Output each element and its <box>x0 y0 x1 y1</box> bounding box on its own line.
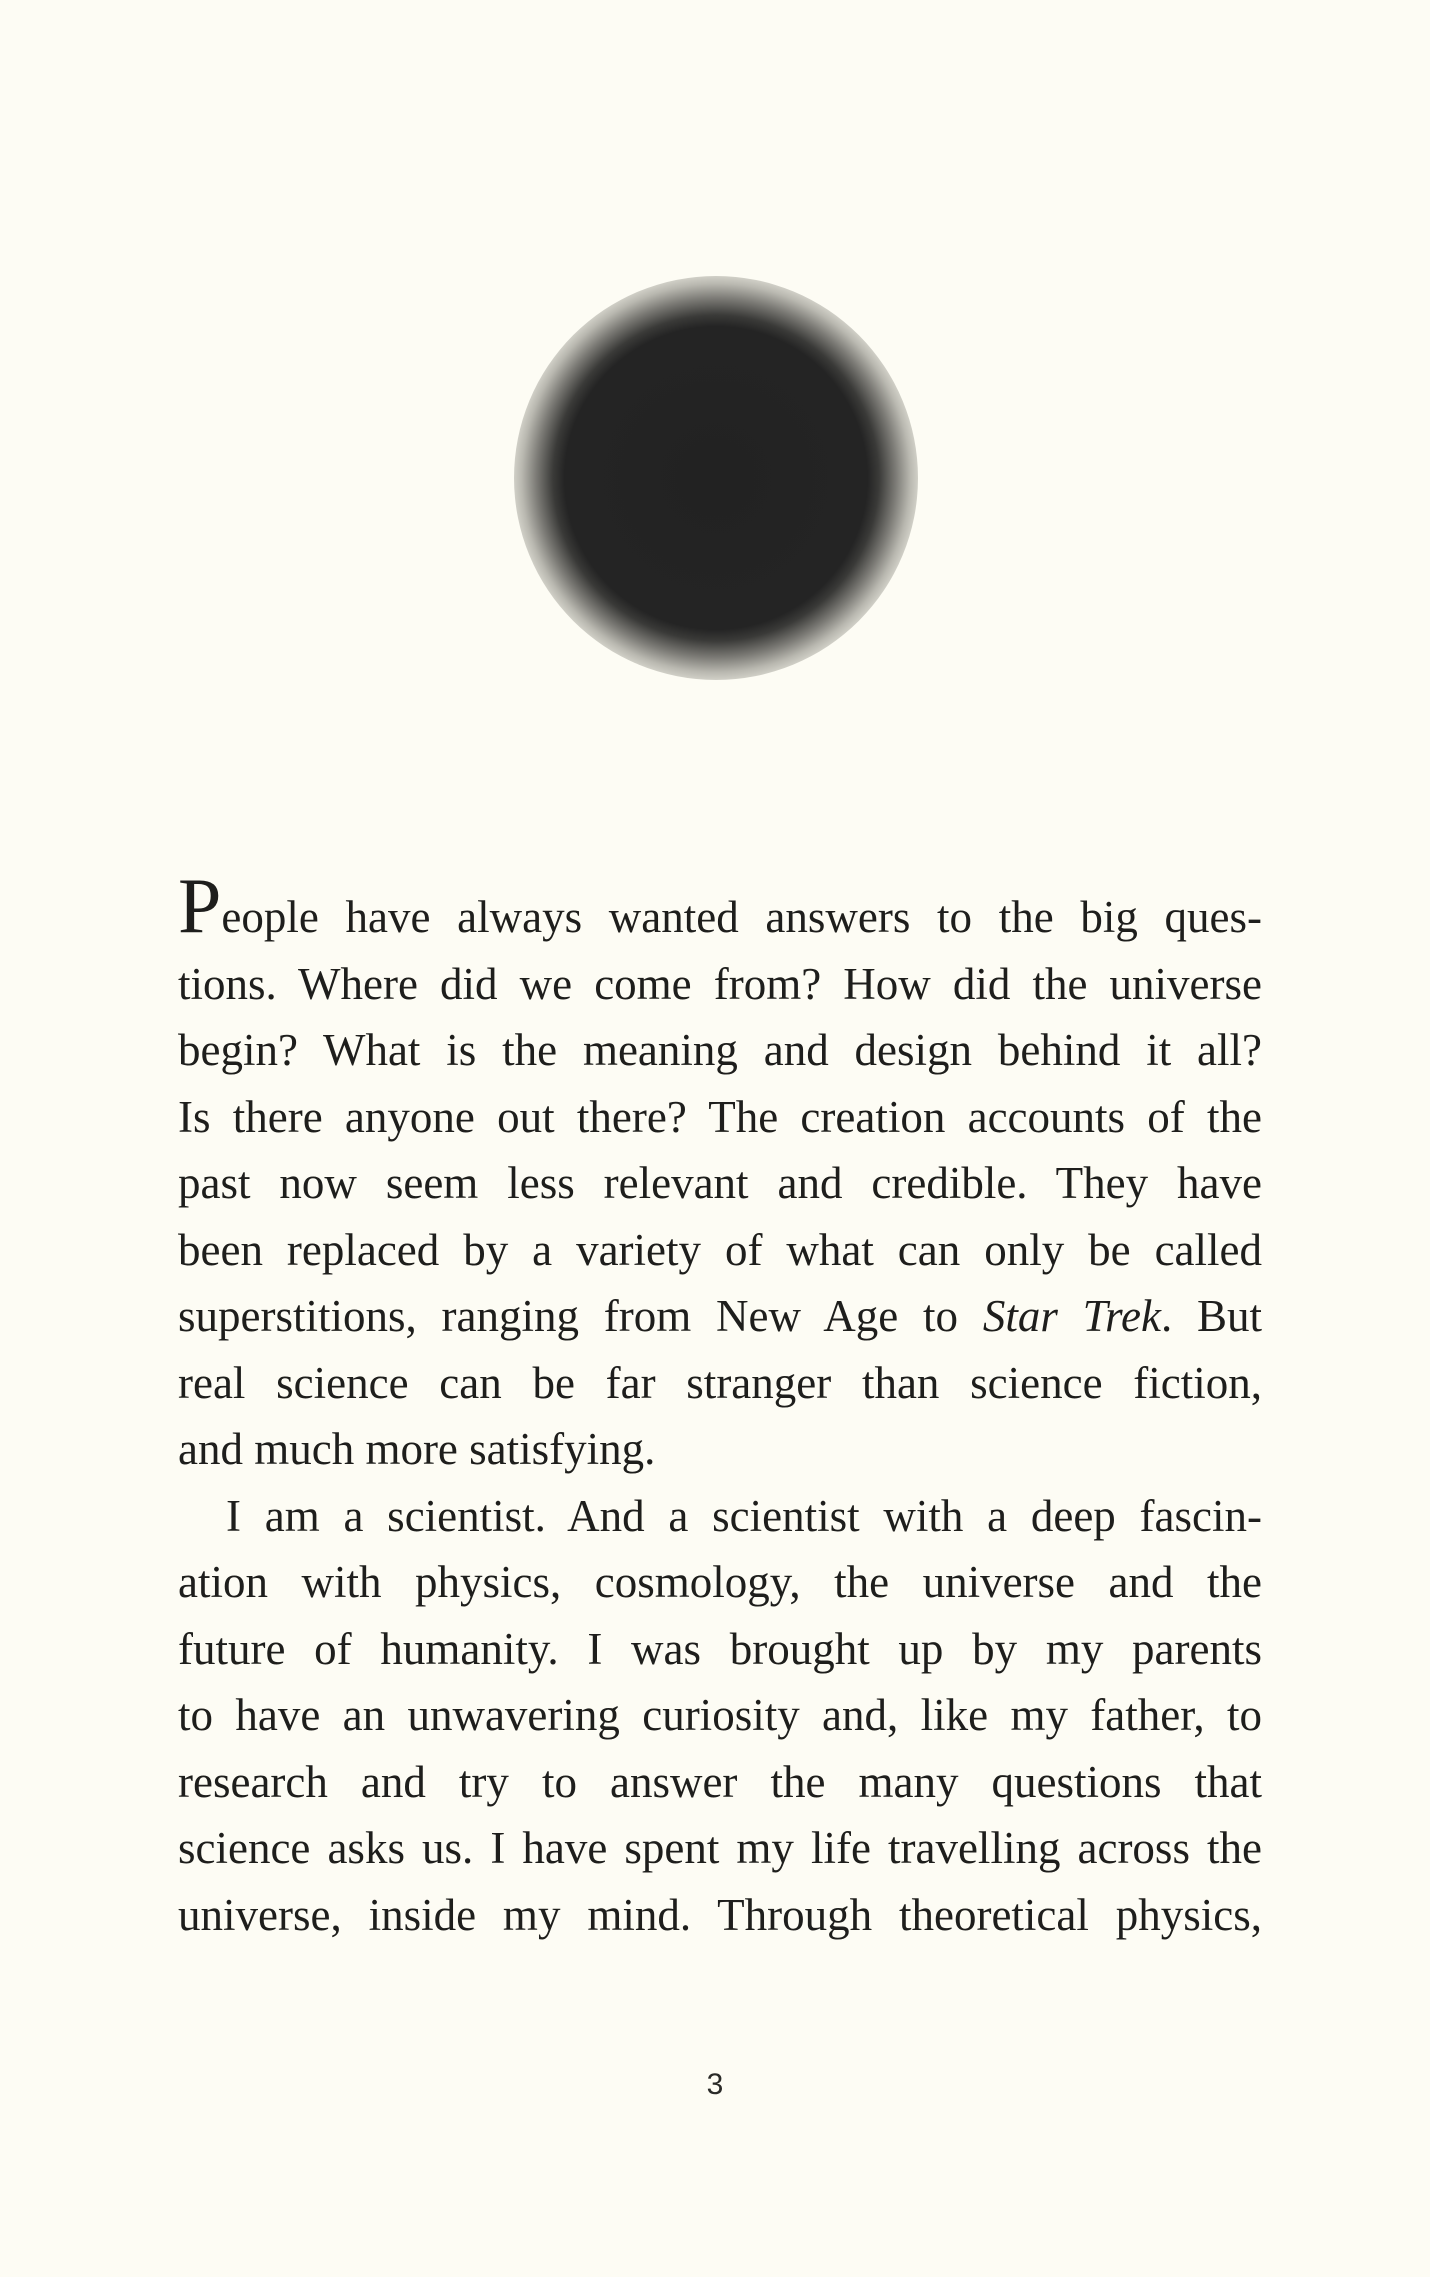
drop-cap: P <box>178 862 222 949</box>
page-number: 3 <box>706 2068 724 2101</box>
text-line: to have an unwavering curiosity and, like my father, to <box>178 1690 1262 1740</box>
text-line: superstitions, ranging from New Age to Star Trek. But <box>178 1291 1262 1341</box>
text-line: research and try to answer the many questions that <box>178 1756 1262 1807</box>
italic-title: Star Trek <box>982 1291 1161 1341</box>
paragraph-1 <box>178 862 1262 1483</box>
text-line: ation with physics, cosmology, the universe and the <box>178 1557 1262 1607</box>
paragraph-2 <box>178 1483 1262 1949</box>
text-line: universe, inside my mind. Through theoretical physics, <box>178 1889 1262 1940</box>
text-line: been replaced by a variety of what can only be called <box>178 1224 1262 1275</box>
text-line: People have always wanted answers to the big ques- <box>178 862 1262 949</box>
body-text <box>178 862 1262 1948</box>
text-line: and much more satisfying. <box>178 1424 656 1474</box>
text-line: future of humanity. I was brought up by my parents <box>178 1623 1262 1674</box>
text-line: begin? What is the meaning and design behind it all? <box>178 1025 1262 1075</box>
text-line: science asks us. I have spent my life travelling across the <box>178 1823 1262 1873</box>
text-line: tions. Where did we come from? How did the universe <box>178 958 1262 1009</box>
black-hole-icon <box>514 276 918 680</box>
text-line: I am a scientist. And a scientist with a deep fascin- <box>226 1490 1262 1541</box>
text-line: real science can be far stranger than science fiction, <box>178 1357 1262 1408</box>
text-line: Is there anyone out there? The creation accounts of the <box>178 1091 1262 1142</box>
text-line: past now seem less relevant and credible. They have <box>178 1158 1262 1208</box>
